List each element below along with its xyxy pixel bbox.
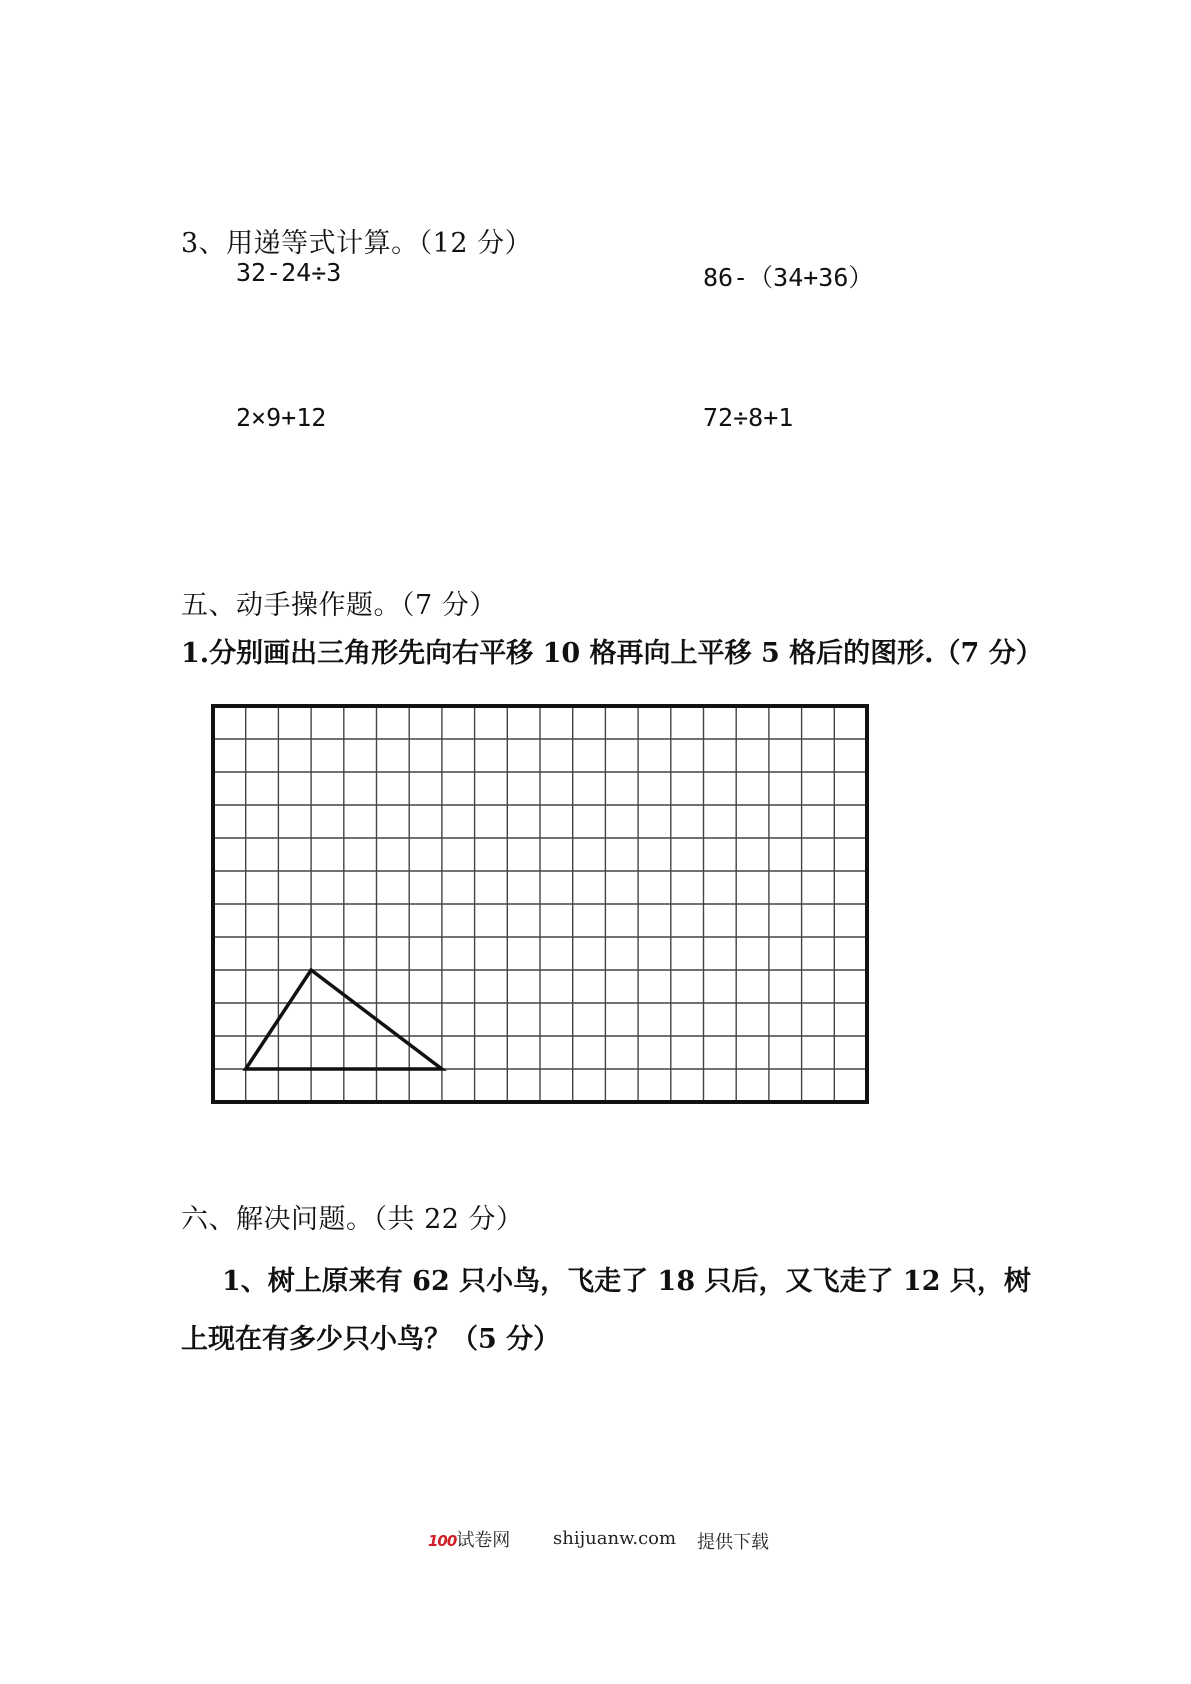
section5-question: 1.分别画出三角形先向右平移 10 格再向上平移 5 格后的图形.（7 分）	[181, 638, 1043, 669]
grid-figure	[205, 702, 875, 1106]
expression-2: 86-（34+36）	[703, 263, 874, 292]
section5-heading: 五、动手操作题。（7 分）	[181, 590, 497, 621]
logo-100-icon: 100	[428, 1532, 457, 1550]
grid-lines	[213, 706, 867, 1102]
section6-heading: 六、解决问题。（共 22 分）	[181, 1204, 524, 1235]
expression-3: 2×9+12	[236, 403, 327, 432]
footer-logo	[428, 1526, 510, 1552]
expression-4: 72÷8+1	[703, 403, 794, 432]
footer-url: shijuanw.com	[553, 1528, 677, 1549]
problem1-line1: 1、树上原来有 62 只小鸟，飞走了 18 只后，又飞走了 12 只，树	[222, 1266, 1031, 1297]
footer-note: 提供下载	[697, 1532, 769, 1553]
expression-1: 32-24÷3	[236, 258, 342, 287]
footer-site-name: 试卷网	[456, 1530, 511, 1551]
problem1-line2: 上现在有多少只小鸟？（5 分）	[181, 1324, 561, 1355]
section3-heading: 3、用递等式计算。（12 分）	[181, 228, 533, 259]
